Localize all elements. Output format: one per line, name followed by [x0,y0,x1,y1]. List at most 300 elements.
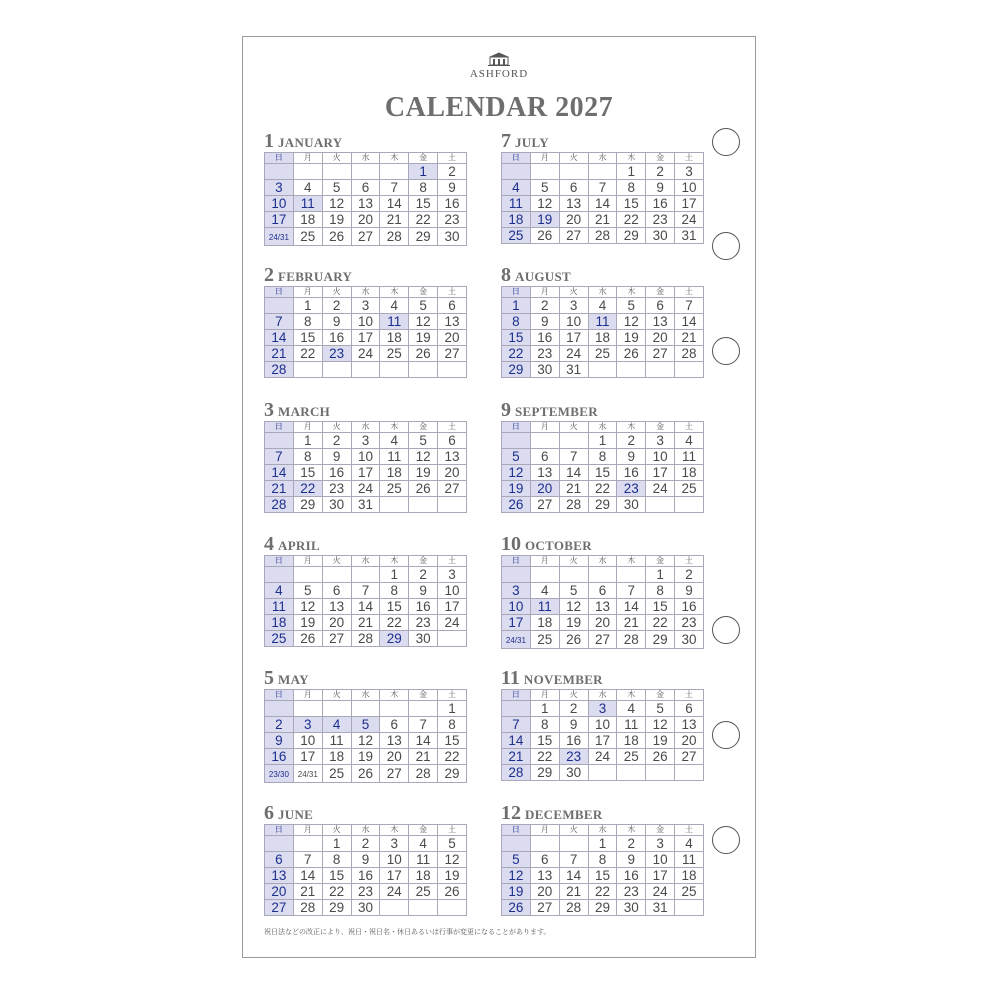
day-cell [438,900,467,916]
day-cell: 2 [617,433,646,449]
weekday-header-row [265,287,467,298]
day-cell: 7 [588,180,617,196]
day-cell: 6 [438,298,467,314]
day-cell: 21 [265,346,294,362]
day-cell: 8 [530,717,559,733]
month-table [501,689,704,781]
day-cell: 18 [380,330,409,346]
day-cell: 15 [293,330,322,346]
day-cell: 21 [293,884,322,900]
day-cell: 26 [617,346,646,362]
day-cell: 20 [646,330,675,346]
day-cell: 19 [617,330,646,346]
day-cell: 30 [617,900,646,916]
day-cell: 13 [351,196,380,212]
month-table [264,152,467,246]
day-cell: 25 [502,228,531,244]
day-cell [293,701,322,717]
day-cell: 21 [588,212,617,228]
day-cell: 9 [646,180,675,196]
day-cell: 2 [322,433,351,449]
day-cell: 29 [646,631,675,649]
day-cell: 22 [322,884,351,900]
day-cell: 19 [409,465,438,481]
day-cell: 12 [530,196,559,212]
day-cell: 26 [438,884,467,900]
day-cell: 29 [588,497,617,513]
day-cell: 16 [675,599,704,615]
day-cell: 9 [675,583,704,599]
day-cell: 6 [675,701,704,717]
day-cell: 30 [646,228,675,244]
day-cell: 24 [646,884,675,900]
day-cell: 26 [502,900,531,916]
month-table [501,286,704,378]
day-cell: 19 [438,868,467,884]
weekday-label: 木 [380,825,409,836]
month-april [264,534,467,647]
day-cell: 11 [380,449,409,465]
day-cell: 25 [265,631,294,647]
month-title [501,534,704,554]
day-cell: 25 [293,228,322,246]
day-cell: 18 [409,868,438,884]
day-cell: 7 [675,298,704,314]
day-cell: 4 [675,836,704,852]
day-cell: 25 [380,346,409,362]
day-cell [265,567,294,583]
month-name: JULY [515,135,549,150]
day-cell [530,836,559,852]
week-row [502,228,704,244]
day-cell: 4 [502,180,531,196]
day-cell: 16 [617,868,646,884]
day-cell: 17 [265,212,294,228]
day-cell: 15 [646,599,675,615]
weekday-label: 火 [322,287,351,298]
weekday-label: 月 [530,690,559,701]
day-cell: 17 [380,868,409,884]
day-cell: 18 [322,749,351,765]
day-cell: 28 [265,362,294,378]
week-row [265,583,467,599]
weekday-label: 日 [265,556,294,567]
day-cell: 5 [530,180,559,196]
day-cell: 11 [502,196,531,212]
weekday-label: 金 [409,153,438,164]
day-cell: 21 [502,749,531,765]
day-cell: 11 [409,852,438,868]
day-cell: 6 [588,583,617,599]
week-row [265,868,467,884]
weekday-label: 火 [322,825,351,836]
month-table [501,824,704,916]
day-cell: 26 [351,765,380,783]
weekday-header-row [502,422,704,433]
weekday-label: 木 [380,422,409,433]
day-cell [322,164,351,180]
week-row [265,212,467,228]
weekday-label: 日 [265,422,294,433]
day-cell: 29 [502,362,531,378]
weekday-label: 火 [559,690,588,701]
weekday-label: 土 [675,556,704,567]
day-cell: 14 [409,733,438,749]
day-cell: 26 [530,228,559,244]
weekday-label: 土 [675,153,704,164]
week-row [265,228,467,246]
day-cell: 21 [351,615,380,631]
day-cell: 17 [438,599,467,615]
weekday-label: 月 [293,690,322,701]
day-cell: 5 [351,717,380,733]
month-name: NOVEMBER [523,672,603,687]
weekday-label: 火 [322,556,351,567]
weekday-label: 水 [351,422,380,433]
day-cell: 26 [409,481,438,497]
day-cell [530,567,559,583]
week-row [265,481,467,497]
day-cell: 18 [265,615,294,631]
day-cell: 2 [617,836,646,852]
day-cell: 9 [265,733,294,749]
day-cell: 8 [293,314,322,330]
day-cell: 14 [617,599,646,615]
week-row [502,180,704,196]
week-row [265,765,467,783]
weekday-label: 火 [559,287,588,298]
day-cell: 27 [322,631,351,647]
week-row [265,196,467,212]
weekday-label: 火 [559,422,588,433]
week-row [265,180,467,196]
day-cell: 14 [588,196,617,212]
binder-hole [712,721,740,749]
weekday-label: 月 [530,287,559,298]
weekday-label: 月 [293,153,322,164]
day-cell: 20 [351,212,380,228]
month-name: MAY [278,672,309,687]
day-cell: 10 [351,314,380,330]
day-cell: 15 [293,465,322,481]
day-cell: 28 [293,900,322,916]
day-cell [409,497,438,513]
month-title [501,131,704,151]
day-cell: 26 [646,749,675,765]
day-cell: 27 [438,481,467,497]
day-cell: 16 [322,330,351,346]
week-row [265,717,467,733]
day-cell: 20 [530,481,559,497]
day-cell: 22 [617,212,646,228]
weekday-label: 日 [502,287,531,298]
day-cell: 30 [530,362,559,378]
week-row [265,497,467,513]
weekday-label: 金 [409,825,438,836]
day-cell: 15 [588,465,617,481]
day-cell: 27 [646,346,675,362]
day-cell: 3 [588,701,617,717]
day-cell: 25 [588,346,617,362]
day-cell: 8 [588,449,617,465]
month-number: 5 [264,667,274,689]
day-cell: 8 [502,314,531,330]
weekday-label: 木 [380,690,409,701]
day-cell: 16 [409,599,438,615]
weekday-label: 土 [438,153,467,164]
day-cell: 6 [646,298,675,314]
weekday-label: 水 [351,690,380,701]
day-cell: 19 [322,212,351,228]
week-row [265,749,467,765]
day-cell: 29 [293,497,322,513]
month-table [264,286,467,378]
day-cell [409,701,438,717]
month-name: FEBRUARY [278,269,353,284]
day-cell: 19 [502,884,531,900]
week-row [502,481,704,497]
day-cell: 12 [617,314,646,330]
month-table [264,689,467,783]
day-cell: 10 [559,314,588,330]
month-name: MARCH [278,404,331,419]
day-cell: 9 [322,314,351,330]
day-cell: 25 [322,765,351,783]
week-row [502,749,704,765]
day-cell: 30 [559,765,588,781]
day-cell [293,362,322,378]
weekday-label: 水 [351,556,380,567]
month-number: 8 [501,264,511,286]
weekday-label: 日 [502,825,531,836]
day-cell [351,362,380,378]
day-cell [293,836,322,852]
month-name: SEPTEMBER [515,404,598,419]
day-cell: 3 [559,298,588,314]
day-cell: 2 [530,298,559,314]
month-august [501,265,704,378]
month-number: 11 [501,667,520,689]
week-row [265,314,467,330]
day-cell [322,362,351,378]
weekday-label: 月 [293,287,322,298]
month-january [264,131,467,246]
day-cell: 21 [380,212,409,228]
day-cell: 14 [502,733,531,749]
weekday-header-row [265,153,467,164]
month-number: 12 [501,802,521,824]
day-cell: 14 [265,465,294,481]
day-cell: 17 [675,196,704,212]
weekday-label: 日 [502,556,531,567]
day-cell: 12 [559,599,588,615]
day-cell: 29 [588,900,617,916]
day-cell: 27 [438,346,467,362]
day-cell [530,164,559,180]
day-cell [646,362,675,378]
week-row [502,884,704,900]
day-cell [380,362,409,378]
day-cell: 5 [617,298,646,314]
weekday-label: 日 [265,153,294,164]
day-cell: 19 [351,749,380,765]
day-cell: 5 [293,583,322,599]
day-cell: 12 [438,852,467,868]
day-cell: 10 [502,599,531,615]
day-cell: 13 [646,314,675,330]
day-cell [409,362,438,378]
day-cell: 24 [438,615,467,631]
brand-name: ASHFORD [469,68,529,80]
day-cell [351,701,380,717]
day-cell: 7 [409,717,438,733]
month-title [501,265,704,285]
day-cell: 22 [502,346,531,362]
day-cell [559,836,588,852]
day-cell: 16 [530,330,559,346]
day-cell: 9 [530,314,559,330]
binder-hole [712,616,740,644]
day-cell: 1 [380,567,409,583]
day-cell: 17 [559,330,588,346]
weekday-label: 水 [588,690,617,701]
weekday-label: 金 [646,422,675,433]
day-cell: 8 [646,583,675,599]
month-june [264,803,467,916]
month-name: JANUARY [278,135,343,150]
weekday-label: 月 [530,153,559,164]
weekday-label: 火 [322,422,351,433]
page-title: CALENDAR 2027 [384,92,614,123]
day-cell: 6 [380,717,409,733]
month-table [501,555,704,649]
day-cell: 2 [265,717,294,733]
day-cell: 15 [502,330,531,346]
day-cell: 10 [380,852,409,868]
month-number: 1 [264,130,274,152]
weekday-header-row [502,690,704,701]
day-cell: 18 [617,733,646,749]
day-cell [409,900,438,916]
day-cell: 18 [293,212,322,228]
footnote: 祝日法などの改正により、祝日・祝日名・休日あるいは行事が変更になることがあります。 [264,929,551,936]
day-cell: 19 [293,615,322,631]
day-cell: 1 [322,836,351,852]
day-cell: 4 [380,433,409,449]
day-cell: 14 [380,196,409,212]
weekday-label: 木 [380,556,409,567]
weekday-label: 土 [438,690,467,701]
day-cell: 3 [380,836,409,852]
day-cell: 6 [559,180,588,196]
day-cell: 13 [588,599,617,615]
day-cell [380,497,409,513]
day-cell: 30 [675,631,704,649]
weekday-label: 水 [588,556,617,567]
day-cell: 8 [588,852,617,868]
day-cell: 10 [646,852,675,868]
day-cell: 5 [646,701,675,717]
weekday-label: 火 [559,153,588,164]
day-cell: 16 [559,733,588,749]
day-cell: 23 [617,481,646,497]
day-cell: 5 [409,298,438,314]
binder-hole [712,128,740,156]
day-cell: 21 [617,615,646,631]
day-cell: 3 [646,836,675,852]
day-cell: 23 [675,615,704,631]
weekday-label: 土 [675,287,704,298]
week-row [265,615,467,631]
day-cell: 13 [530,868,559,884]
day-cell: 7 [380,180,409,196]
day-cell: 10 [293,733,322,749]
day-cell: 13 [265,868,294,884]
day-cell: 7 [502,717,531,733]
weekday-label: 火 [322,690,351,701]
weekday-label: 日 [502,690,531,701]
day-cell: 22 [646,615,675,631]
day-cell: 10 [438,583,467,599]
weekday-label: 水 [351,153,380,164]
weekday-label: 木 [617,825,646,836]
day-cell: 10 [675,180,704,196]
day-cell [646,497,675,513]
day-cell: 8 [322,852,351,868]
day-cell: 26 [322,228,351,246]
week-row [502,583,704,599]
day-cell: 17 [502,615,531,631]
day-cell: 8 [438,717,467,733]
weekday-label: 水 [588,825,617,836]
day-cell: 13 [438,314,467,330]
month-name: APRIL [278,538,320,553]
day-cell: 12 [409,449,438,465]
month-title [264,400,467,420]
weekday-label: 土 [675,825,704,836]
month-name: DECEMBER [525,807,603,822]
weekday-label: 土 [438,825,467,836]
day-cell [502,567,531,583]
day-cell: 10 [351,449,380,465]
day-cell: 24 [351,481,380,497]
day-cell [617,765,646,781]
day-cell [617,567,646,583]
day-cell [265,765,294,783]
day-cell [293,765,322,783]
day-cell [559,433,588,449]
day-cell [438,497,467,513]
day-cell: 2 [675,567,704,583]
weekday-label: 水 [588,153,617,164]
day-cell: 28 [409,765,438,783]
day-cell: 22 [380,615,409,631]
day-cell: 30 [617,497,646,513]
day-cell: 22 [588,481,617,497]
day-cell: 21 [559,481,588,497]
day-cell: 28 [559,900,588,916]
day-cell [380,900,409,916]
day-cell: 16 [351,868,380,884]
day-cell: 5 [322,180,351,196]
day-cell: 7 [265,449,294,465]
month-table [264,555,467,647]
day-cell: 23 [530,346,559,362]
day-cell: 30 [438,228,467,246]
day-cell: 11 [675,852,704,868]
day-cell: 4 [322,717,351,733]
day-cell [322,701,351,717]
